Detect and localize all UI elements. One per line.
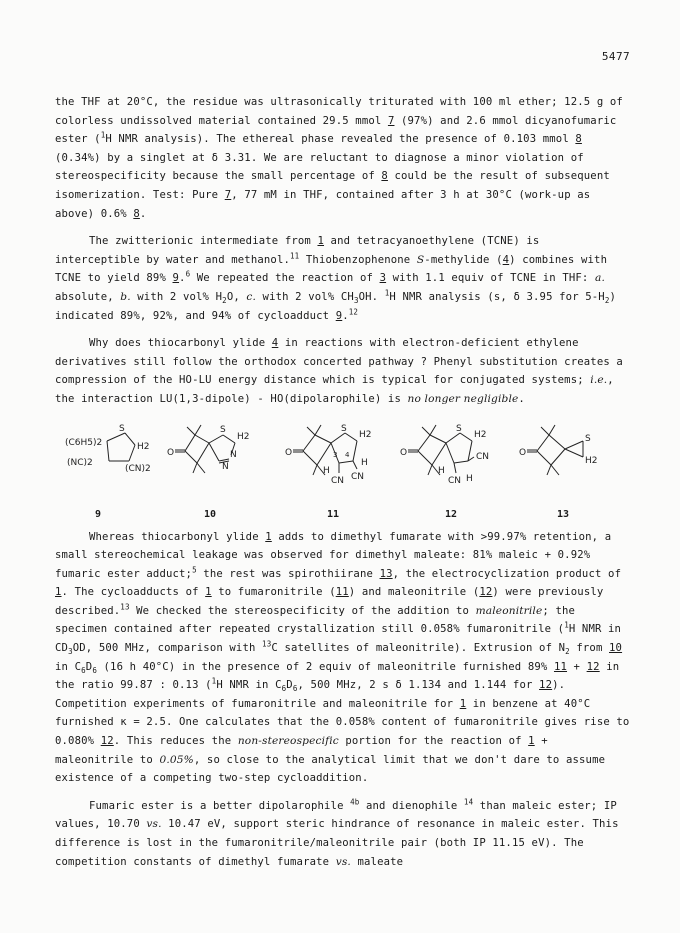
- structure-11: [283, 421, 383, 491]
- oxygen-label: O: [285, 447, 293, 458]
- cn-label: CN: [351, 471, 365, 482]
- structure-13: [517, 421, 617, 481]
- h-label: H: [466, 473, 473, 484]
- cn-label: (CN)2: [125, 463, 151, 474]
- paragraph-stereochemistry: Whereas thiocarbonyl ylide 1 adds to dimethyl fumarate with >99.97% retention, a small stereochemical leakage was observed for dimethyl maleate: 81% maleic + 0.92% fumaric ester adduct;$^5$ the rest was spirothiirane 13, the electrocyclization product of 1. The cycloadducts of 1 to fumaronitrile (11) and maleonitrile (12) were previously described.$^{13}$ We checked the stereospecificity of the addition to maleonitrile; the specimen contained after repeated crystallization still 0.058% fumaronitrile ($^1$H NMR in $CD_3OD$, 500 MHz, comparison with $^{13}$C satellites of maleonitrile). Extrusion of $N_2$ from 10 in $C_6D_6$ (16 h 40°C) in the presence of 2 equiv of maleonitrile furnished 89% 11 + 12 in the ratio 99.87 : 0.13 ($^1$H NMR in $C_6D_6$, 500 MHz, 2 s δ 1.134 and 1.144 for 12). Competition experiments of fumaronitrile and maleonitrile for 1 in benzene at 40°C furnished κ = 2.5. One calculates that the 0.058% content of fumaronitrile gives rise to 0.080% 12. This reduces the non-stereospecific portion for the reaction of 1 + maleonitrile to 0.05%, so close to the analytical limit that we don't dare to assume existence of a competing two-step cycloaddition.: [55, 530, 630, 785]
- paragraph-experimental: the THF at 20°C, the residue was ultrasonically triturated with 100 ml ether; 12.5 g of colorless undissolved material contained 29.5 mmol 7 (97%) and 2.6 mmol dicyanofumaric ester ($^1$H NMR analysis). The ethereal phase revealed the presence of 0.103 mmol 8 (0.34%) by a singlet at δ 3.31. We are reluctant to diagnose a minor violation of stereospecificity because the small percentage of 8 could be the result of subsequent isomerization. Test: Pure 7, 77 mM in THF, contained after 3 h at 30°C (work-up as above) 0.6% 8.: [55, 96, 623, 220]
- compound-label: 12: [444, 508, 458, 520]
- paragraph-zwitterion: The zwitterionic intermediate from 1 and tetracyanoethylene (TCNE) is interceptible by water and methanol.$^{11}$ Thiobenzophenone S-methylide (4) combines with TCNE to yield 89% 9.$^6$ We repeated the reaction of 3 with 1.1 equiv of TCNE in THF: a. absolute, b. with 2 vol% $H_2O$, c. with 2 vol% $CH_3OH$. $^1$H NMR analysis (s, δ 3.95 for $5-H_2$) indicated 89%, 92%, and 94% of cycloadduct 9.12: [55, 235, 617, 322]
- paragraph-ylide-question: Why does thiocarbonyl ylide 4 in reactions with electron-deficient ethylene derivatives still follow the orthodox concerted pathway ? Phenyl substitution creates a compression of the HO-LU energy distance which is typical for conjugated systems; i.e., the interaction LU(1,3-dipole) - HO(dipolarophile) is no longer negligible.: [55, 337, 623, 405]
- cn-label: CN: [448, 475, 462, 486]
- article-body: [55, 93, 630, 871]
- sulfur-label: S: [341, 423, 347, 434]
- compound-label: 11: [326, 508, 340, 520]
- oxygen-label: O: [400, 447, 408, 458]
- h2-label: H2: [585, 455, 598, 466]
- structure-figures: [55, 421, 630, 518]
- structure-12: [398, 421, 498, 491]
- compound-label: 13: [556, 508, 570, 520]
- structure-9: [63, 421, 158, 481]
- paragraph-fumaric-ester: Fumaric ester is a better dipolarophile $^{4b}$ and dienophile $^{14}$ than maleic ester; IP values, 10.70 vs. 10.47 eV, support steric hindrance of resonance in maleic ester. This difference is lost in the fumaronitrile/maleonitrile pair (both IP 11.15 eV). The competition constants of dimethyl fumarate vs. maleate: [55, 797, 619, 868]
- sulfur-label: S: [119, 423, 125, 434]
- oxygen-label: O: [167, 447, 175, 458]
- h2-label: H2: [237, 431, 250, 442]
- structure-10: [165, 421, 260, 481]
- sulfur-label: S: [585, 433, 591, 444]
- sulfur-label: S: [456, 423, 462, 434]
- phenyl-label: (C6H5)2: [65, 437, 103, 448]
- oxygen-label: O: [519, 447, 527, 458]
- position-3-label: 3: [333, 450, 338, 459]
- compound-label: 10: [203, 508, 217, 520]
- cn-label: CN: [331, 475, 345, 486]
- sulfur-label: S: [220, 424, 226, 435]
- h-label: H: [323, 465, 330, 476]
- nitrogen-label: N: [222, 461, 229, 472]
- h2-label: H2: [359, 429, 372, 440]
- nitrogen-label: N: [230, 449, 237, 460]
- h-label: H: [361, 457, 368, 468]
- h-label: H: [438, 465, 445, 476]
- position-4-label: 4: [345, 450, 350, 459]
- page-number: 5477: [601, 50, 630, 63]
- compound-label: 9: [94, 508, 102, 520]
- cn-label: CN: [476, 451, 490, 462]
- h2-label: H2: [137, 441, 150, 452]
- nc-label: (NC)2: [67, 457, 93, 468]
- h2-label: H2: [474, 429, 487, 440]
